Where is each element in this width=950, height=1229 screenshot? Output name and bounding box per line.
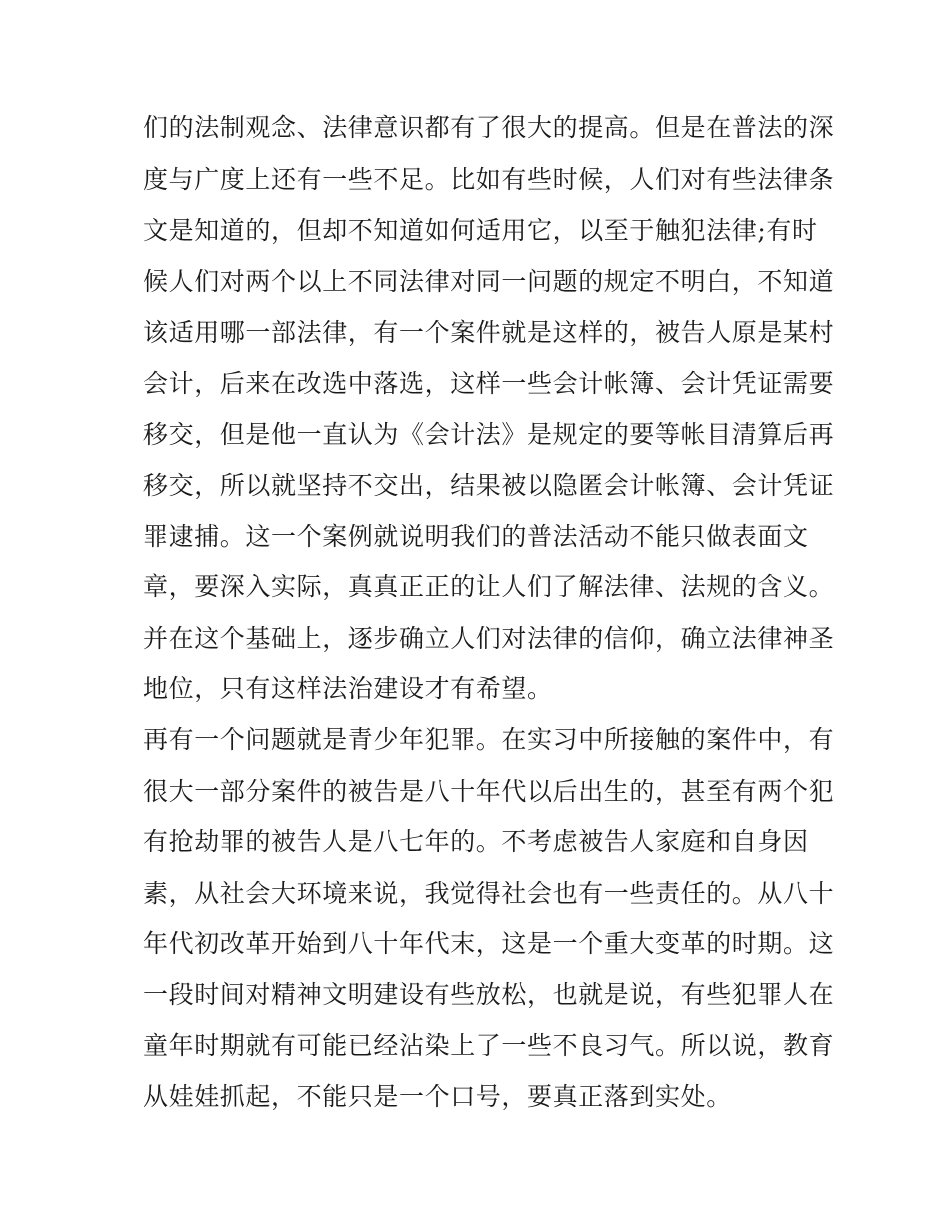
text-line: 罪逮捕。这一个案例就说明我们的普法活动不能只做表面文 bbox=[143, 522, 809, 551]
text-line: 该适用哪一部法律，有一个案件就是这样的，被告人原是某村 bbox=[143, 318, 835, 347]
text-line: 一段时间对精神文明建设有些放松，也就是说，有些犯罪人在 bbox=[143, 980, 835, 1009]
text-line: 文是知道的，但却不知道如何适用它，以至于触犯法律;有时 bbox=[143, 216, 818, 245]
text-line: 移交，所以就坚持不交出，结果被以隐匿会计帐簿、会计凭证 bbox=[143, 471, 835, 500]
text-line: 候人们对两个以上不同法律对同一问题的规定不明白，不知道 bbox=[143, 267, 835, 296]
text-line: 并在这个基础上，逐步确立人们对法律的信仰，确立法律神圣 bbox=[143, 624, 835, 653]
text-line: 们的法制观念、法律意识都有了很大的提高。但是在普法的深 bbox=[143, 113, 835, 142]
text-line: 有抢劫罪的被告人是八七年的。不考虑被告人家庭和自身因 bbox=[143, 827, 809, 856]
text-line: 度与广度上还有一些不足。比如有些时候，人们对有些法律条 bbox=[143, 165, 835, 194]
text-line: 童年时期就有可能已经沾染上了一些不良习气。所以说，教育 bbox=[143, 1031, 835, 1060]
text-line: 地位，只有这样法治建设才有希望。 bbox=[143, 674, 553, 703]
text-line: 移交，但是他一直认为《会计法》是规定的要等帐目清算后再 bbox=[143, 420, 835, 449]
text-line: 章，要深入实际，真真正正的让人们了解法律、法规的含义。 bbox=[143, 572, 835, 601]
text-line: 从娃娃抓起，不能只是一个口号，要真正落到实处。 bbox=[143, 1082, 732, 1111]
text-line: 年代初改革开始到八十年代末，这是一个重大变革的时期。这 bbox=[143, 929, 835, 958]
text-line: 很大一部分案件的被告是八十年代以后出生的，甚至有两个犯 bbox=[143, 777, 835, 806]
text-line: 会计，后来在改选中落选，这样一些会计帐簿、会计凭证需要 bbox=[143, 369, 835, 398]
text-line: 再有一个问题就是青少年犯罪。在实习中所接触的案件中，有 bbox=[143, 725, 835, 754]
text-line: 素，从社会大环境来说，我觉得社会也有一些责任的。从八十 bbox=[143, 879, 835, 908]
